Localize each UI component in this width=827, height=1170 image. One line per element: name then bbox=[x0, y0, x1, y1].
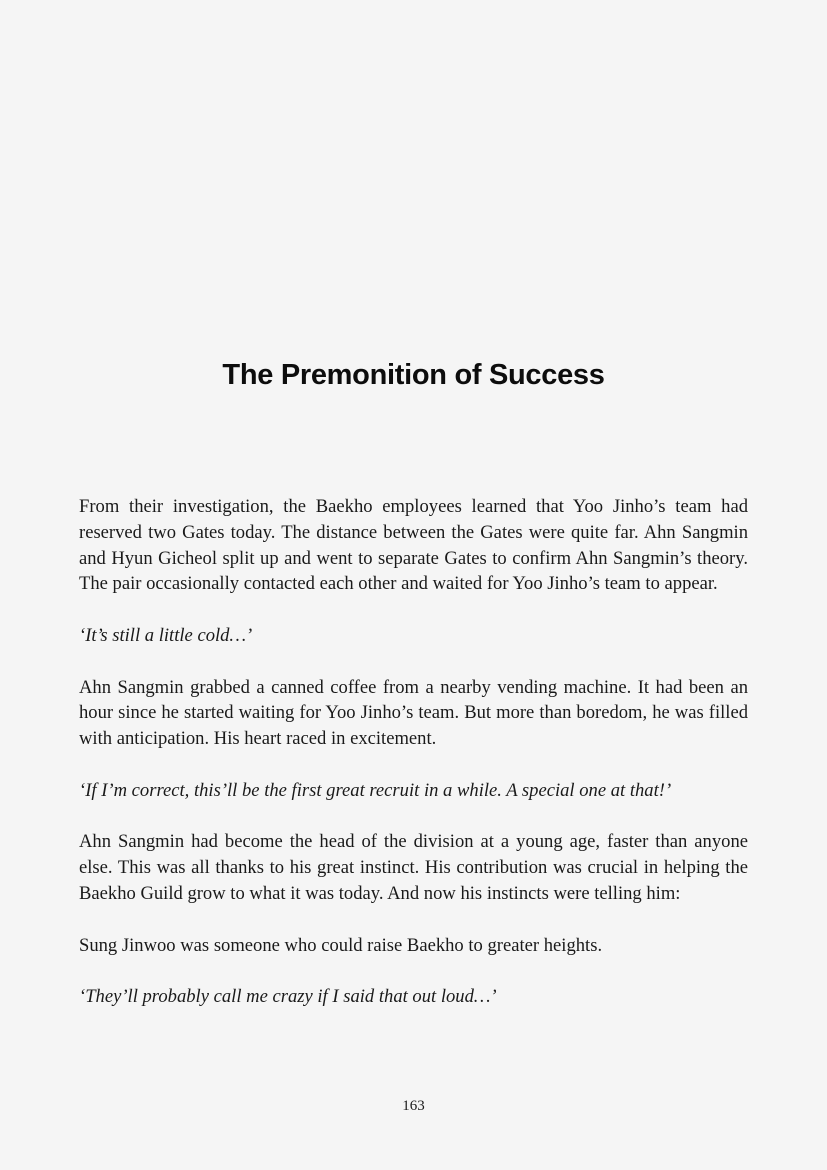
thought-call-me-crazy: ‘They’ll probably call me crazy if I said that out loud…’ bbox=[79, 986, 497, 1008]
page-number: 163 bbox=[402, 1098, 425, 1114]
chapter-title: The Premonition of Success bbox=[222, 359, 605, 391]
chapter-body bbox=[79, 494, 748, 1036]
paragraph-head-of-division: Ahn Sangmin had become the head of the division at a young age, faster than anyone else. This was all thanks to his great instinct. His contribution was crucial in helping the Baekho Guild grow to what it was today. And now his instincts were telling him: bbox=[79, 831, 748, 904]
paragraph-investigation: From their investigation, the Baekho employees learned that Yoo Jinho’s team had reserved two Gates today. The distance between the Gates were quite far. Ahn Sangmin and Hyun Gicheol split up and went to separate Gates to confirm Ahn Sangmin’s theory. The pair occasionally contacted each other and waited for Yoo Jinho’s team to appear. bbox=[79, 496, 748, 595]
thought-still-cold: ‘It’s still a little cold…’ bbox=[79, 624, 253, 646]
paragraph-sung-jinwoo: Sung Jinwoo was someone who could raise Baekho to greater heights. bbox=[79, 934, 603, 956]
thought-great-recruit: ‘If I’m correct, this’ll be the first great recruit in a while. A special one at that!’ bbox=[79, 779, 672, 801]
paragraph-vending-machine: Ahn Sangmin grabbed a canned coffee from a nearby vending machine. It had been an hour since he started waiting for Yoo Jinho’s team. But more than boredom, he was filled with anticipation. His heart raced in excitement. bbox=[79, 676, 748, 750]
